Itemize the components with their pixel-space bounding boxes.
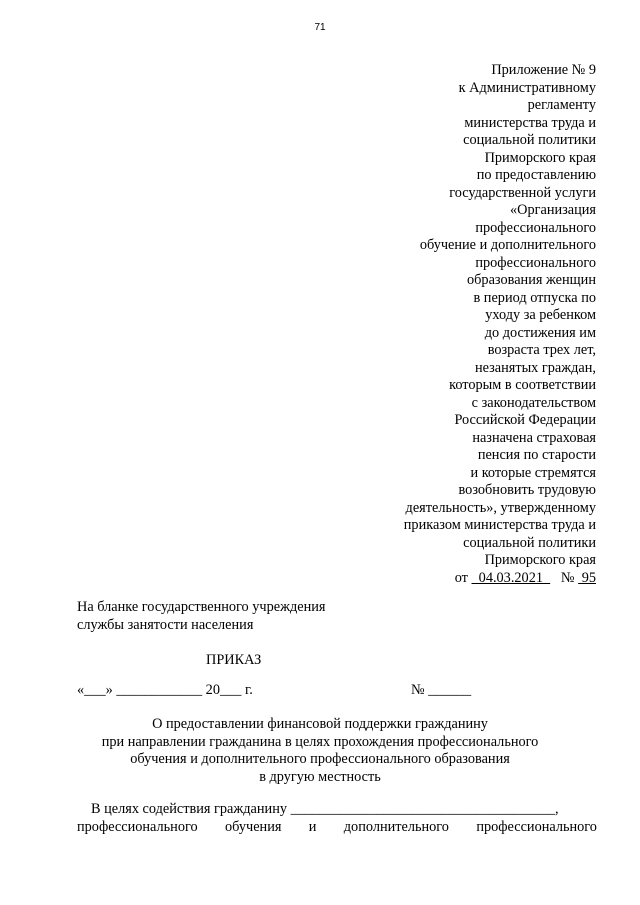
appendix-line: Приморского края [484, 149, 596, 166]
approval-number: 95 [578, 569, 596, 586]
appendix-line: и которые стремятся [470, 464, 596, 481]
body-word: обучения [224, 819, 282, 835]
appendix-line: социальной политики [463, 132, 596, 148]
body-word: дополнительного [343, 819, 449, 835]
appendix-line: приказом министерства труда и [403, 517, 596, 533]
approval-date: 04.03.2021 [471, 569, 551, 586]
body-word: и [308, 819, 317, 835]
subject-line: О предоставлении финансовой поддержки гражданину [152, 716, 488, 732]
appendix-line: профессионального [475, 219, 596, 236]
appendix-line: пенсия по старости [477, 447, 596, 463]
subject-line: обучения и дополнительного профессионального образования [130, 751, 510, 767]
appendix-line: возобновить трудовую [458, 482, 596, 498]
date-prefix: от [454, 569, 468, 586]
appendix-line: в период отпуска по [473, 289, 596, 306]
appendix-line: незанятых граждан, [474, 359, 596, 376]
appendix-line: профессионального [475, 254, 596, 271]
appendix-line: министерства труда и [464, 114, 596, 131]
appendix-line: «Организация [509, 202, 596, 218]
appendix-line: обучение и дополнительного [419, 237, 596, 253]
appendix-date-line [296, 570, 596, 588]
appendix-line: возраста трех лет, [487, 342, 596, 358]
body-word: профессионального [476, 819, 597, 835]
appendix-line: деятельность», утвержденному [405, 499, 596, 516]
appendix-line: до достижения им [484, 324, 596, 341]
number-prefix: № [560, 569, 575, 586]
appendix-header [296, 62, 596, 587]
order-title: ПРИКАЗ [206, 652, 262, 668]
order-date-line [77, 682, 477, 699]
body-line: В целях содействия гражданину _____________________________________, [91, 801, 559, 817]
appendix-line: к Административному [458, 79, 596, 96]
appendix-line: с законодательством [471, 394, 596, 411]
letterhead-line: службы занятости населения [77, 617, 254, 633]
body-word: профессионального [77, 819, 198, 835]
order-number-blank: № ______ [411, 682, 472, 698]
appendix-line: которым в соответствии [449, 377, 596, 393]
appendix-line: уходу за ребенком [485, 307, 596, 323]
letterhead-note [77, 598, 326, 634]
appendix-line: по предоставлению [476, 167, 596, 183]
subject-line: при направлении гражданина в целях прохождения профессионального [101, 733, 539, 750]
appendix-line: регламенту [527, 97, 596, 113]
appendix-line: государственной услуги [449, 184, 596, 201]
appendix-line: образования женщин [467, 272, 596, 288]
order-subject [60, 716, 580, 786]
appendix-line: Приложение № 9 [491, 62, 596, 78]
body-line-justified [77, 818, 597, 836]
page-number: 71 [314, 22, 326, 33]
order-body [77, 800, 597, 836]
letterhead-line: На бланке государственного учреждения [77, 599, 326, 615]
subject-line: в другую местность [259, 768, 381, 785]
order-date-blank: «___» ____________ 20___ г. [77, 682, 253, 698]
appendix-line: Российской Федерации [454, 412, 596, 428]
appendix-line: социальной политики [463, 534, 596, 551]
appendix-line: Приморского края [484, 552, 596, 568]
appendix-line: назначена страховая [472, 429, 596, 446]
